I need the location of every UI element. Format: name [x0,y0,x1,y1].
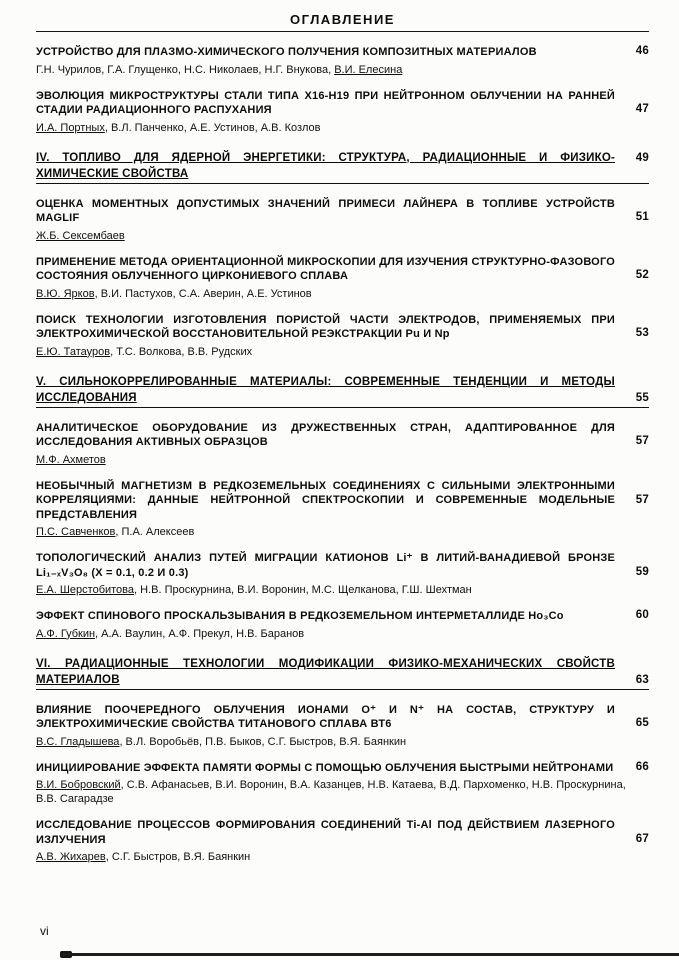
toc-section-heading [36,656,649,690]
entry-title-text: ВЛИЯНИЕ ПООЧЕРЕДНОГО ОБЛУЧЕНИЯ ИОНАМИ O⁺ И N⁺ НА СОСТАВ, СТРУКТУРУ И ЭЛЕКТРОХИМИЧЕСКИЕ СВОЙСТВА ТИТАНОВОГО СПЛАВА ВТ6 [36,703,615,730]
entry-title-text: ИССЛЕДОВАНИЕ ПРОЦЕССОВ ФОРМИРОВАНИЯ СОЕДИНЕНИЙ Ti-Al ПОД ДЕЙСТВИЕМ ЛАЗЕРНОГО ИЗЛУЧЕНИЯ [36,819,615,846]
authors-underlined: В.И. Елесина [334,63,403,76]
entry-title [36,703,649,732]
page-number: 67 [635,832,649,845]
authors-plain-after: , С.Г. Быстров, В.Я. Баянкин [105,851,251,863]
authors-underlined: И.А. Портных [36,121,105,134]
authors-plain-after: , В.И. Пастухов, С.А. Аверин, А.Е. Устинов [94,287,312,300]
authors-plain-after: , П.А. Алексеев [115,526,195,538]
entry-authors [36,453,649,467]
page-number: 59 [635,565,649,578]
authors-underlined: В.Ю. Ярков [36,287,95,300]
scan-artifact-line [62,953,679,956]
toc-entry [36,818,649,864]
entry-title-text: ЭФФЕКТ СПИНОВОГО ПРОСКАЛЬЗЫВАНИЯ В РЕДКОЗЕМЕЛЬНОМ ИНТЕРМЕТАЛЛИДЕ Ho₃Co [36,610,564,622]
toc-entry [36,197,649,243]
toc-entry [36,421,649,467]
page-number: 65 [635,717,649,729]
authors-plain-before: Г.Н. Чурилов, Г.А. Глущенко, Н.С. Николаев, Н.Г. Внукова, [36,63,335,76]
entry-title [36,45,649,60]
entry-authors [36,850,649,864]
toc-entry [36,609,649,641]
toc-entry [36,255,649,301]
entry-title [36,255,649,284]
entry-authors [36,345,649,359]
authors-underlined: Е.Ю. Татауров [36,345,111,358]
entry-title [36,421,649,450]
section-title-text: IV. ТОПЛИВО ДЛЯ ЯДЕРНОЙ ЭНЕРГЕТИКИ: СТРУКТУРА, РАДИАЦИОННЫЕ И ФИЗИКО-ХИМИЧЕСКИЕ СВОЙСТВА [36,151,615,180]
authors-underlined: М.Ф. Ахметов [36,453,106,466]
toc-list [36,45,649,864]
authors-plain-after: , Т.С. Волкова, В.В. Рудских [110,345,253,358]
page-number: 52 [635,269,649,281]
toc-entry [36,313,649,359]
entry-title [36,609,649,624]
authors-plain-after: , В.Л. Воробьёв, П.В. Быков, С.Г. Быстров, В.Я. Баянкин [119,735,407,748]
entry-authors [36,583,649,597]
entry-title [36,818,649,847]
page-number: 55 [635,391,649,404]
section-title-text: V. СИЛЬНОКОРРЕЛИРОВАННЫЕ МАТЕРИАЛЫ: СОВРЕМЕННЫЕ ТЕНДЕНЦИИ И МЕТОДЫ ИССЛЕДОВАНИЯ [36,375,615,404]
page-number: 46 [635,45,649,57]
toc-section-heading [36,150,649,184]
section-title-text: VI. РАДИАЦИОННЫЕ ТЕХНОЛОГИИ МОДИФИКАЦИИ ФИЗИКО-МЕХАНИЧЕСКИХ СВОЙСТВ МАТЕРИАЛОВ [36,657,615,686]
authors-plain-after: , В.Л. Панченко, А.Е. Устинов, А.В. Козлов [104,121,321,134]
authors-underlined: А.Ф. Губкин [36,627,96,640]
entry-title [36,479,649,523]
entry-authors [36,229,649,243]
entry-title [36,761,649,776]
authors-underlined: Е.А. Шерстобитова [36,584,135,596]
toc-entry [36,45,649,77]
page-number: 53 [635,327,649,339]
toc-entry [36,479,649,540]
entry-title-text: ТОПОЛОГИЧЕСКИЙ АНАЛИЗ ПУТЕЙ МИГРАЦИИ КАТИОНОВ Li⁺ В ЛИТИЙ-ВАНАДИЕВОЙ БРОНЗЕ Li₁₋ₓV₃O₈ (X = 0.1, 0.2 И 0.3) [36,552,615,579]
page-number: 49 [635,151,649,164]
entry-authors [36,287,649,301]
entry-title [36,197,649,226]
authors-underlined: А.В. Жихарев [36,851,106,863]
page-number: 57 [635,435,649,447]
page-content [36,12,649,876]
page-number: 47 [635,103,649,115]
entry-authors [36,627,649,641]
toc-entry [36,761,649,807]
entry-title-text: ИНИЦИИРОВАНИЕ ЭФФЕКТА ПАМЯТИ ФОРМЫ С ПОМОЩЬЮ ОБЛУЧЕНИЯ БЫСТРЫМИ НЕЙТРОНАМИ [36,761,614,774]
authors-underlined: П.С. Савченков [36,526,116,538]
entry-authors [36,525,649,539]
toc-section-heading [36,374,649,408]
authors-underlined: Ж.Б. Сексембаев [36,229,125,242]
page-number: 57 [635,494,649,506]
authors-plain-after: , Н.В. Проскурнина, В.И. Воронин, М.С. Щелканова, Г.Ш. Шехтман [134,584,472,596]
page-number: 51 [635,211,649,223]
entry-title [36,313,649,342]
authors-underlined: В.И. Бобровский [36,779,121,791]
entry-authors [36,735,649,749]
page-title: ОГЛАВЛЕНИЕ [290,12,395,27]
page-number: 63 [635,673,649,686]
entry-title [36,89,649,118]
page-number: 66 [635,760,649,773]
authors-underlined: В.С. Гладышева [36,735,120,748]
entry-title-text: ПРИМЕНЕНИЕ МЕТОДА ОРИЕНТАЦИОННОЙ МИКРОСКОПИИ ДЛЯ ИЗУЧЕНИЯ СТРУКТУРНО-ФАЗОВОГО СОСТОЯНИЯ ОБЛУЧЕННОГО ЦИРКОНИЕВОГО СПЛАВА [36,255,615,282]
entry-title-text: ЭВОЛЮЦИЯ МИКРОСТРУКТУРЫ СТАЛИ ТИПА Х16-Н19 ПРИ НЕЙТРОННОМ ОБЛУЧЕНИИ НА РАННЕЙ СТАДИИ РАДИАЦИОННОГО РАСПУХАНИЯ [36,89,615,116]
entry-title-text: АНАЛИТИЧЕСКОЕ ОБОРУДОВАНИЕ ИЗ ДРУЖЕСТВЕННЫХ СТРАН, АДАПТИРОВАННОЕ ДЛЯ ИССЛЕДОВАНИЯ АКТИВНЫХ ОБРАЗЦОВ [36,421,615,448]
toc-entry [36,89,649,135]
entry-authors [36,778,649,806]
entry-title [36,551,649,580]
header-rule [36,31,649,32]
authors-plain-after: , А.А. Ваулин, А.Ф. Прекул, Н.В. Баранов [95,627,305,640]
entry-title-text: НЕОБЫЧНЫЙ МАГНЕТИЗМ В РЕДКОЗЕМЕЛЬНЫХ СОЕДИНЕНИЯХ С СИЛЬНЫМИ ЭЛЕКТРОННЫМИ КОРРЕЛЯЦИЯМИ: ДАННЫЕ НЕЙТРОННОЙ СПЕКТРОСКОПИИ И СОВРЕМЕННЫЕ МОДЕЛЬНЫЕ ПРЕДСТАВЛЕНИЯ [36,479,615,521]
entry-authors [36,121,649,135]
entry-title-text: УСТРОЙСТВО ДЛЯ ПЛАЗМО-ХИМИЧЕСКОГО ПОЛУЧЕНИЯ КОМПОЗИТНЫХ МАТЕРИАЛОВ [36,46,537,58]
authors-plain-after: , С.В. Афанасьев, В.И. Воронин, В.А. Казанцев, Н.В. Катаева, В.Д. Пархоменко, Н.В. Проскурнина, В.В. Сагарадзе [36,779,626,805]
page-number: 60 [635,609,649,621]
toc-entry [36,551,649,597]
toc-entry [36,703,649,749]
entry-authors [36,63,649,77]
entry-title-text: ПОИСК ТЕХНОЛОГИИ ИЗГОТОВЛЕНИЯ ПОРИСТОЙ ЧАСТИ ЭЛЕКТРОДОВ, ПРИМЕНЯЕМЫХ ПРИ ЭЛЕКТРОХИМИЧЕСКОЙ ВОССТАНОВИТЕЛЬНОЙ РЕЭКСТРАКЦИИ Pu И Np [36,313,615,340]
folio-page-number: vi [40,924,49,938]
entry-title-text: ОЦЕНКА МОМЕНТНЫХ ДОПУСТИМЫХ ЗНАЧЕНИЙ ПРИМЕСИ ЛАЙНЕРА В ТОПЛИВЕ УСТРОЙСТВ MAGLIF [36,197,615,224]
